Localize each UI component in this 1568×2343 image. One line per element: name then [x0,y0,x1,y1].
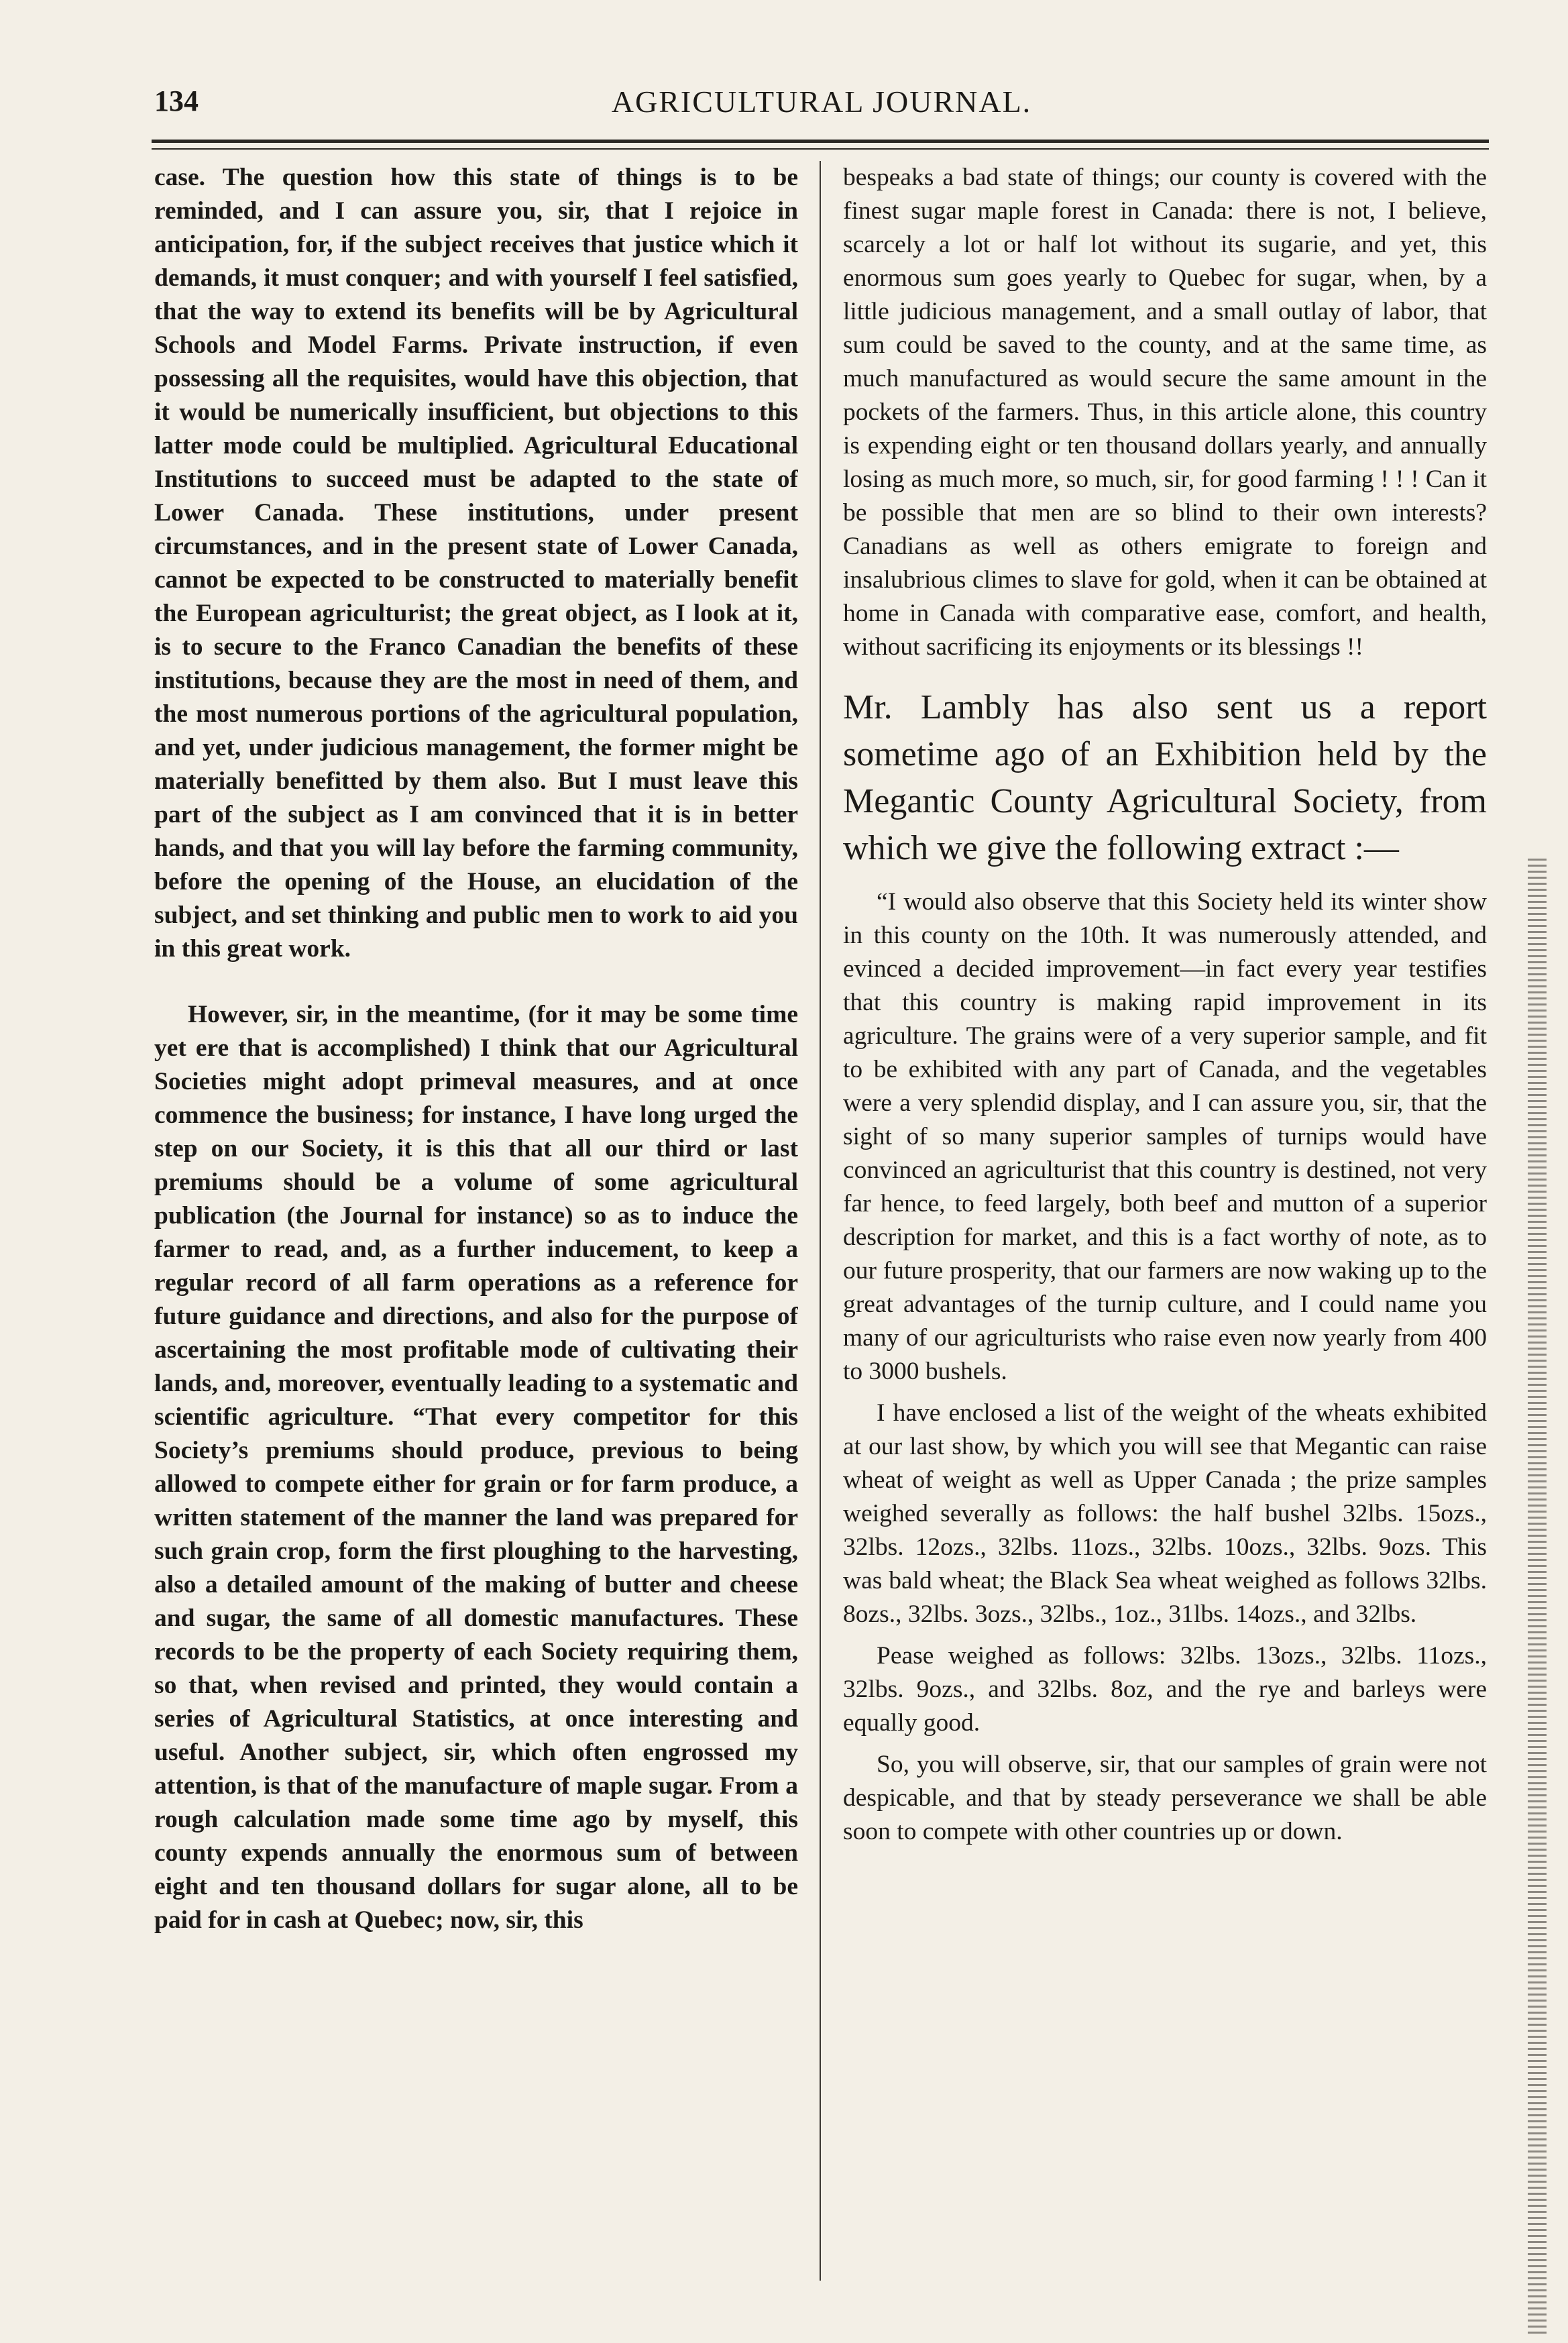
header-rule-thin [152,148,1489,150]
paragraph: bespeaks a bad state of things; our county is covered with the finest sugar maple forest in Canada: there is not, I believe, scarcely a lot or half lot without its sugarie, and yet, this enormous sum goes yearly to Quebec for sugar, when, by a little judicious management, and a small outlay of labor, that sum could be saved to the county, and at the same time, as much manufactured as would secure the same amount in the pockets of the farmers. Thus, in this article alone, this country is expending eight or ten thousand dollars yearly, and annually losing as much more, so much, sir, for good farming ! ! ! Can it be possible that men are so blind to their own interests? Canadians as well as others emigrate to foreign and insalubrious climes to slave for gold, when it can be obtained at home in Canada with comparative ease, comfort, and health, without sacrificing its enjoyments or its blessings !! [843,164,1487,661]
column-divider [820,161,821,2281]
right-column [843,161,1487,2287]
paragraph: Pease weighed as follows: 32lbs. 13ozs., 32lbs. 11ozs., 32lbs. 9ozs., and 32lbs. 8oz, and the rye and barleys were equally good. [843,1642,1487,1737]
page-header [154,84,1489,131]
running-title: AGRICULTURAL JOURNAL. [611,85,1032,119]
page-edge-shadow [1528,859,1547,2334]
left-column [154,161,798,2287]
paragraph: I have enclosed a list of the weight of the wheats exhibited at our last show, by which you will see that Megantic can raise wheat of weight as well as Upper Canada ; the prize samples weighed severally as follows: the half bushel 32lbs. 15ozs., 32lbs. 12ozs., 32lbs. 11ozs., 32lbs. 10ozs., 32lbs. 9ozs. This was bald wheat; the Black Sea wheat weighed as follows 32lbs. 8ozs., 32lbs. 3ozs., 32lbs., 1oz., 31lbs. 14ozs., and 32lbs. [843,1399,1487,1628]
paragraph: “I would also observe that this Society held its winter show in this county on the 10th. It was numerously attended, and evinced a decided improvement—in fact every year testifies that this country is making rapid improvement in its agriculture. The grains were of a very superior sample, and fit to be exhibited with any part of Canada, and the vegetables were a very splendid display, and I can assure you, sir, that the sight of so many superior samples of turnips would have convinced an agriculturist that this country is destined, not very far hence, to feed largely, both beef and mutton of a superior description for market, and this is a fact worthy of note, as to our future prosperity, that our farmers are now waking up to the great advantages of the turnip culture, and I could name you many of our agriculturists who raise even now yearly from 400 to 3000 bushels. [843,888,1487,1385]
lead-paragraph: Mr. Lambly has also sent us a report sometime ago of an Exhibition held by the Megantic County Agricultural Society, from which we give the following extract :— [843,688,1487,867]
page-number: 134 [154,85,199,117]
paragraph: However, sir, in the meantime, (for it may be some time yet ere that is accomplished) I think that our Agricultural Societies might adopt primeval measures, and at once commence the business; for instance, I have long urged the step on our Society, it is this that all our third or last premiums should be a volume of some agricultural publication (the Journal for instance) so as to induce the farmer to read, and, as a further inducement, to keep a regular record of all farm operations as a reference for future guidance and directions, and also for the purpose of ascertaining the most profitable mode of cultivating their lands, and, moreover, eventually leading to a systematic and scientific agriculture. “That every competitor for this Society’s premiums should produce, previous to being allowed to compete either for grain or for farm produce, a written statement of the manner the land was prepared for such grain crop, form the first ploughing to the harvesting, also a detailed amount of the making of butter and cheese and sugar, the same of all domestic manufactures. These records to be the property of each Society requiring them, so that, when revised and printed, they would contain a series of Agricultural Statistics, at once interesting and useful. Another subject, sir, which often engrossed my attention, is that of the manufacture of maple sugar. From a rough calculation made some time ago by myself, this county expends annually the enormous sum of between eight and ten thousand dollars for sugar alone, all to be paid for in cash at Quebec; now, sir, this [154,1001,798,1934]
header-rule-thick [152,140,1489,143]
paragraph: So, you will observe, sir, that our samples of grain were not despicable, and that by steady perseverance we shall be able soon to compete with other countries up or down. [843,1751,1487,1845]
paragraph: case. The question how this state of things is to be reminded, and I can assure you, sir, that I rejoice in anticipation, for, if the subject receives that justice which it demands, it must conquer; and with yourself I feel satisfied, that the way to extend its benefits will be by Agricultural Schools and Model Farms. Private instruction, if even possessing all the requisites, would have this objection, that it would be numerically insufficient, but objections to this latter mode could be multiplied. Agricultural Educational Institutions to succeed must be adapted to the state of Lower Canada. These institutions, under present circumstances, and in the present state of Lower Canada, cannot be expected to be constructed to materially benefit the European agriculturist; the great object, as I look at it, is to secure to the Franco Canadian the benefits of these institutions, because they are the most in need of them, and the most numerous portions of the agricultural population, and yet, under judicious management, the former might be materially benefitted by them also. But I must leave this part of the subject as I am convinced that it is in better hands, and that you will lay before the farming community, before the opening of the House, an elucidation of the subject, and set thinking and public men to work to aid you in this great work. [154,164,798,963]
